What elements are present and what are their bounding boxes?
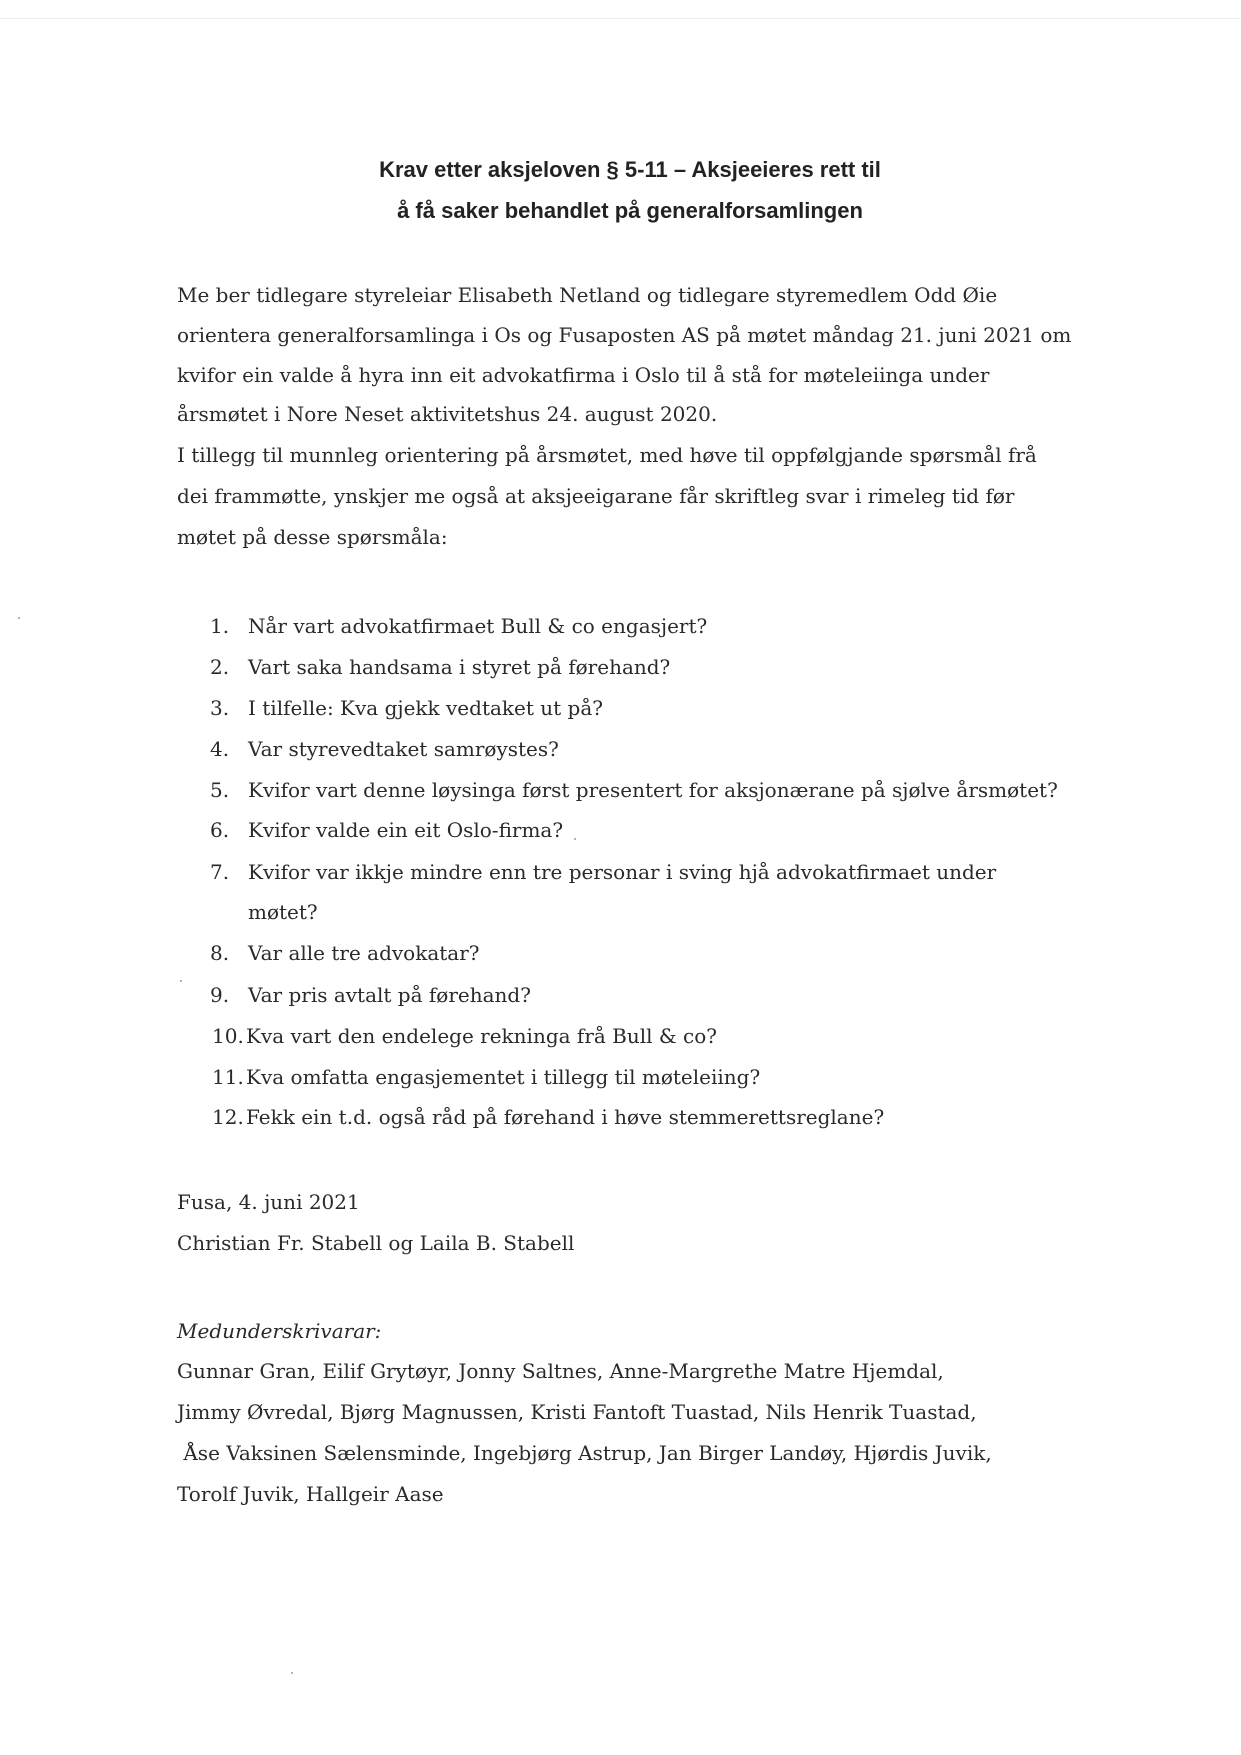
scan-speck	[291, 1672, 293, 1674]
intro-line: dei frammøtte, ynskjer me også at aksjeeigarane får skriftleg svar i rimeleg tid før	[177, 484, 1015, 508]
question-number: 8.	[210, 941, 230, 965]
intro-line: orientera generalforsamlinga i Os og Fusaposten AS på møtet måndag 21. juni 2021 om	[177, 323, 1072, 347]
scan-top-edge	[0, 18, 1241, 19]
scan-speck	[18, 617, 20, 619]
intro-line: I tillegg til munnleg orientering på årsmøtet, med høve til oppfølgjande spørsmål frå	[177, 443, 1037, 467]
place-date: Fusa, 4. juni 2021	[177, 1190, 360, 1214]
document-title-line-2: å få saker behandlet på generalforsamlingen	[397, 198, 863, 223]
cosigners-line: Torolf Juvik, Hallgeir Aase	[177, 1482, 444, 1506]
question-text: Var alle tre advokatar?	[248, 941, 480, 965]
scan-speck	[574, 838, 576, 840]
question-text: Kvifor vart denne løysinga først presentert for aksjonærane på sjølve årsmøtet?	[248, 778, 1058, 802]
question-number: 5.	[210, 778, 230, 802]
cosigners-line: Gunnar Gran, Eilif Grytøyr, Jonny Saltnes, Anne-Margrethe Matre Hjemdal,	[177, 1359, 944, 1383]
intro-line: kvifor ein valde å hyra inn eit advokatfirma i Oslo til å stå for møteleiinga under	[177, 363, 990, 387]
question-number: 10.	[212, 1024, 244, 1048]
question-text: Fekk ein t.d. også råd på førehand i høve stemmerettsreglane?	[246, 1105, 885, 1129]
question-number: 2.	[210, 655, 230, 679]
question-text: Kvifor var ikkje mindre enn tre personar i sving hjå advokatfirmaet under	[248, 860, 997, 884]
question-number: 4.	[210, 737, 230, 761]
question-text: Var styrevedtaket samrøystes?	[248, 737, 559, 761]
question-text: Kvifor valde ein eit Oslo-firma?	[248, 818, 564, 842]
question-number: 7.	[210, 860, 230, 884]
intro-line: Me ber tidlegare styreleiar Elisabeth Netland og tidlegare styremedlem Odd Øie	[177, 283, 998, 307]
scan-speck	[180, 980, 182, 982]
question-text: Vart saka handsama i styret på førehand?	[248, 655, 671, 679]
intro-line: møtet på desse spørsmåla:	[177, 525, 448, 549]
signers: Christian Fr. Stabell og Laila B. Stabell	[177, 1231, 575, 1255]
question-number: 9.	[210, 983, 230, 1007]
question-text: Var pris avtalt på førehand?	[248, 983, 531, 1007]
question-number: 11.	[212, 1065, 244, 1089]
question-number: 12.	[212, 1105, 244, 1129]
cosigners-line: Åse Vaksinen Sælensminde, Ingebjørg Astrup, Jan Birger Landøy, Hjørdis Juvik,	[177, 1441, 992, 1465]
question-text-continuation: møtet?	[248, 900, 318, 924]
cosigners-line: Jimmy Øvredal, Bjørg Magnussen, Kristi Fantoft Tuastad, Nils Henrik Tuastad,	[177, 1400, 977, 1424]
question-text: I tilfelle: Kva gjekk vedtaket ut på?	[248, 696, 603, 720]
question-text: Kva vart den endelege rekninga frå Bull & co?	[246, 1024, 718, 1048]
document-title-line-1: Krav etter aksjeloven § 5-11 – Aksjeeieres rett til	[379, 157, 881, 182]
question-number: 3.	[210, 696, 230, 720]
intro-line: årsmøtet i Nore Neset aktivitetshus 24. august 2020.	[177, 402, 718, 426]
question-number: 6.	[210, 818, 230, 842]
cosigners-heading: Medunderskrivarar:	[177, 1319, 382, 1343]
question-text: Når vart advokatfirmaet Bull & co engasjert?	[248, 614, 708, 638]
question-text: Kva omfatta engasjementet i tillegg til møteleiing?	[246, 1065, 761, 1089]
question-number: 1.	[210, 614, 230, 638]
